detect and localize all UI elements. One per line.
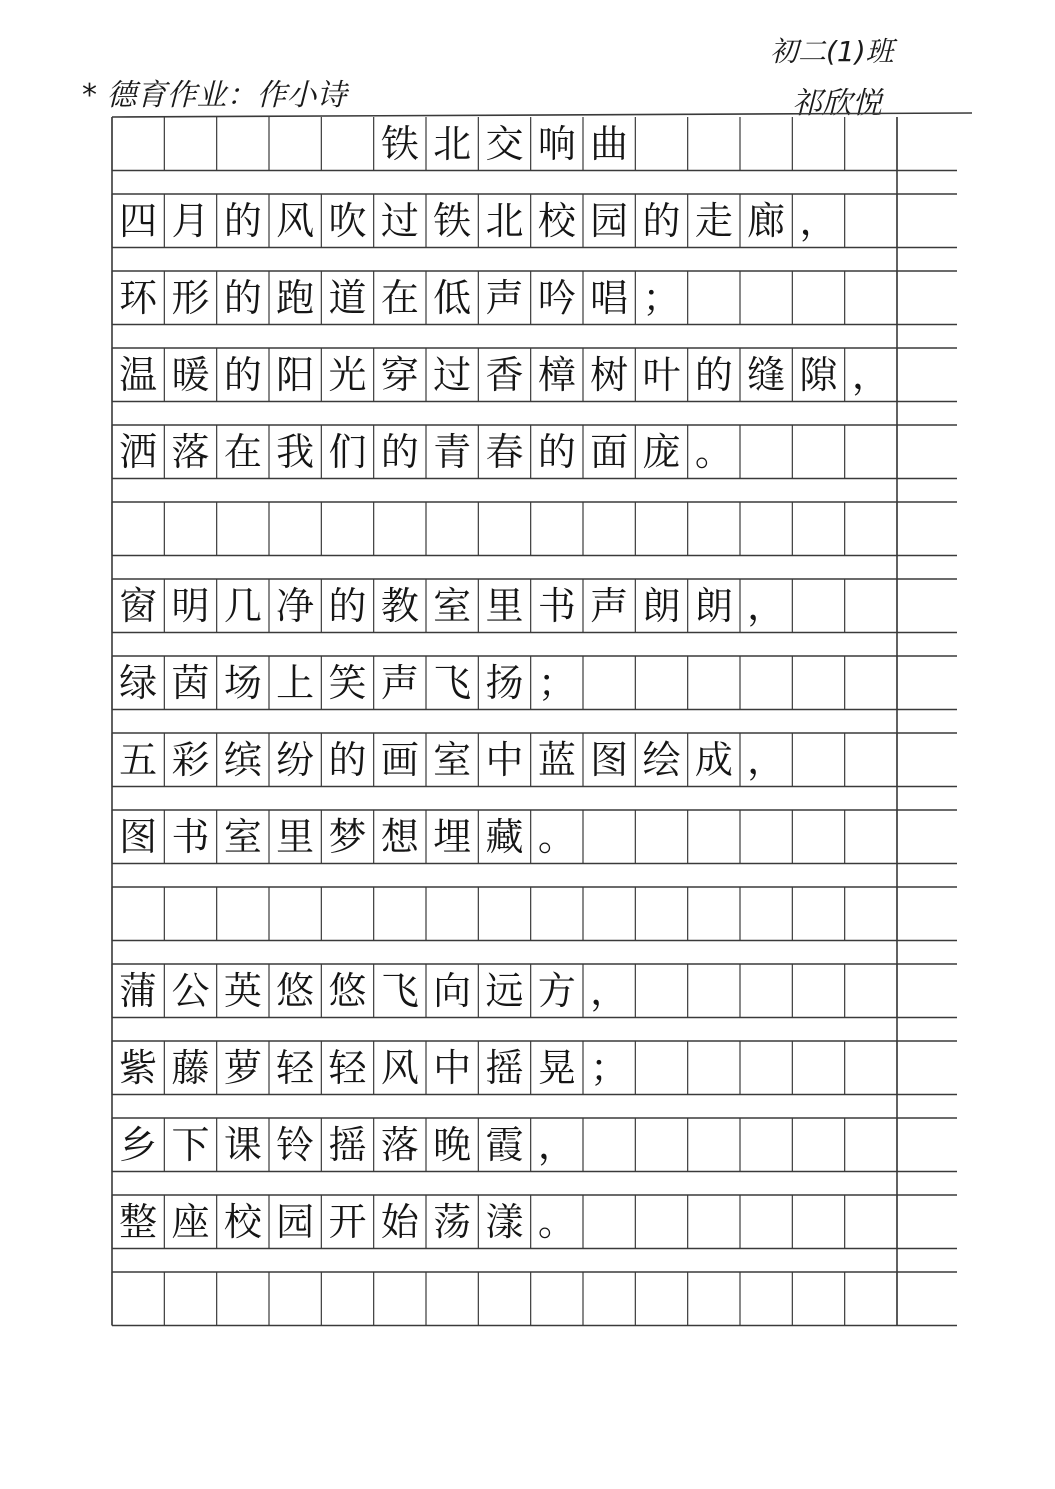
poem-char: 我 [276,429,315,474]
poem-char: 藏 [485,814,524,859]
poem-char: 的 [328,583,367,628]
poem-char: 声 [380,660,419,705]
grid-row [112,1195,957,1249]
poem-char: 书 [171,814,210,859]
poem-char: 的 [328,737,367,782]
grid-row [112,425,957,479]
poem-char: 晚 [433,1122,472,1167]
poem-char: 落 [171,429,210,474]
poem-char: 悠 [276,968,315,1013]
poem-char: 缝 [747,352,786,397]
poem-char: 霞 [485,1122,524,1167]
grid-row [112,579,957,633]
poem-char: 蓝 [537,737,576,782]
poem-char: 扬 [485,660,524,705]
poem-char: 飞 [433,660,472,705]
poem-char: 的 [694,352,733,397]
poem-char: 声 [590,583,629,628]
poem-char: 过 [433,352,472,397]
poem-char: 室 [433,583,472,628]
poem-char: 在 [223,429,262,474]
poem-char: 室 [433,737,472,782]
grid-row [112,887,957,941]
poem-char: 笑 [328,660,367,705]
poem-char: 春 [485,429,524,474]
poem-char: 课 [223,1122,262,1167]
poem-char: 漾 [485,1199,524,1244]
poem-char: 。 [694,429,733,474]
poem-char: 中 [485,737,524,782]
grid-row [112,271,957,325]
poem-char: 梦 [328,814,367,859]
poem-char: 。 [537,814,576,859]
poem-char: 座 [171,1199,210,1244]
poem-char: 里 [485,583,524,628]
title-char: 曲 [590,121,629,166]
top-rule-line [112,113,972,117]
poem-char: 叶 [642,352,681,397]
poem-char: 埋 [433,814,472,859]
poem-char: 彩 [171,737,210,782]
poem-char: 面 [590,429,629,474]
grid-row [112,964,957,1018]
poem-char: 树 [590,352,629,397]
poem-char: 想 [380,814,419,859]
poem-char: ， [851,352,890,397]
poem-char: 方 [537,968,576,1013]
poem-char: 吟 [537,275,576,320]
poem-char: ， [747,583,786,628]
poem-char: 场 [223,660,262,705]
poem-char: 的 [537,429,576,474]
poem-char: 形 [171,275,210,320]
poem-char: 晃 [537,1045,576,1090]
poem-char: 青 [433,429,472,474]
poem-char: 过 [380,198,419,243]
poem-char: 缤 [223,737,262,782]
poem-char: 远 [485,968,524,1013]
grid-row [112,194,957,248]
poem-char: 萝 [223,1045,262,1090]
grid-row [112,656,957,710]
poem-char: 廊 [747,198,786,243]
poem-char: 铁 [433,198,472,243]
poem-char: 成 [694,737,733,782]
poem-char: 绿 [119,660,158,705]
poem-char: 低 [433,275,472,320]
poem-char: 穿 [380,352,419,397]
author-name: 祁欣悦 [792,86,882,121]
poem-char: 五 [119,737,158,782]
poem-char: 几 [223,583,262,628]
title-char: 响 [537,121,576,166]
poem-char: ， [590,968,629,1013]
grid-row [112,733,957,787]
poem-char: 暖 [171,352,210,397]
poem-char: ， [537,1122,576,1167]
poem-char: 摇 [485,1045,524,1090]
title-char: 铁 [380,121,419,166]
poem-char: 轻 [276,1045,315,1090]
poem-char: 香 [485,352,524,397]
poem-char: 蒲 [119,968,158,1013]
poem-char: 图 [590,737,629,782]
poem-char: 跑 [276,275,315,320]
grid-row [112,1041,957,1095]
poem-char: 的 [223,275,262,320]
grid-row [112,810,957,864]
poem-char: 窗 [119,583,158,628]
poem-char: 图 [119,814,158,859]
poem-char: 公 [171,968,210,1013]
poem-char: 们 [328,429,367,474]
grid-row [112,502,957,556]
poem-char: 教 [380,583,419,628]
poem-char: 环 [119,275,158,320]
poem-char: 阳 [276,352,315,397]
poem-char: 净 [276,583,315,628]
poem-char: 里 [276,814,315,859]
poem-char: 落 [380,1122,419,1167]
poem-char: 洒 [119,429,158,474]
poem-char: 走 [694,198,733,243]
poem-char: 的 [642,198,681,243]
poem-char: 的 [223,198,262,243]
grid-row [112,1118,957,1172]
poem-char: 上 [276,660,315,705]
poem-char: 唱 [590,275,629,320]
poem-char: 温 [119,352,158,397]
poem-char: 藤 [171,1045,210,1090]
poem-char: 下 [171,1122,210,1167]
poem-char: 紫 [119,1045,158,1090]
poem-char: 风 [276,198,315,243]
poem-char: 开 [328,1199,367,1244]
poem-char: 光 [328,352,367,397]
poem-char: 。 [537,1199,576,1244]
poem-char: 始 [380,1199,419,1244]
poem-char: 隙 [799,352,838,397]
poem-char: 荡 [433,1199,472,1244]
poem-char: 吹 [328,198,367,243]
poem-char: 道 [328,275,367,320]
poem-char: 朗 [642,583,681,628]
poem-char: 校 [223,1199,262,1244]
poem-char: ， [799,198,838,243]
poem-char: 四 [119,198,158,243]
poem-char: 向 [433,968,472,1013]
poem-char: 英 [223,968,262,1013]
poem-char: 书 [537,583,576,628]
poem-char: 铃 [276,1122,315,1167]
title-char: 北 [433,121,472,166]
poem-char: 园 [590,198,629,243]
poem-char: 室 [223,814,262,859]
grid-row [112,348,957,402]
poem-char: 画 [380,737,419,782]
poem-char: 校 [537,198,576,243]
poem-char: 北 [485,198,524,243]
poem-char: 悠 [328,968,367,1013]
poem-char: 乡 [119,1122,158,1167]
assignment-label: * 德育作业：作小诗 [82,78,347,113]
poem-char: 茵 [171,660,210,705]
poem-char: ； [590,1045,629,1090]
poem-char: 风 [380,1045,419,1090]
poem-char: 朗 [694,583,733,628]
poem-char: 在 [380,275,419,320]
grid-row [112,1272,957,1326]
title-char: 交 [485,121,524,166]
poem-char: 飞 [380,968,419,1013]
poem-char: 樟 [537,352,576,397]
poem-char: ， [747,737,786,782]
poem-char: 园 [276,1199,315,1244]
poem-char: ； [642,275,681,320]
poem-char: 绘 [642,737,681,782]
poem-char: ； [537,660,576,705]
grid-row [112,117,957,171]
poem-char: 的 [223,352,262,397]
poem-char: 明 [171,583,210,628]
poem-char: 的 [380,429,419,474]
poem-char: 庞 [642,429,681,474]
poem-char: 整 [119,1199,158,1244]
poem-char: 轻 [328,1045,367,1090]
poem-char: 摇 [328,1122,367,1167]
poem-char: 声 [485,275,524,320]
poem-char: 月 [171,198,210,243]
poem-char: 纷 [276,737,315,782]
class-label: 初二(1)班 [770,35,894,68]
poem-char: 中 [433,1045,472,1090]
